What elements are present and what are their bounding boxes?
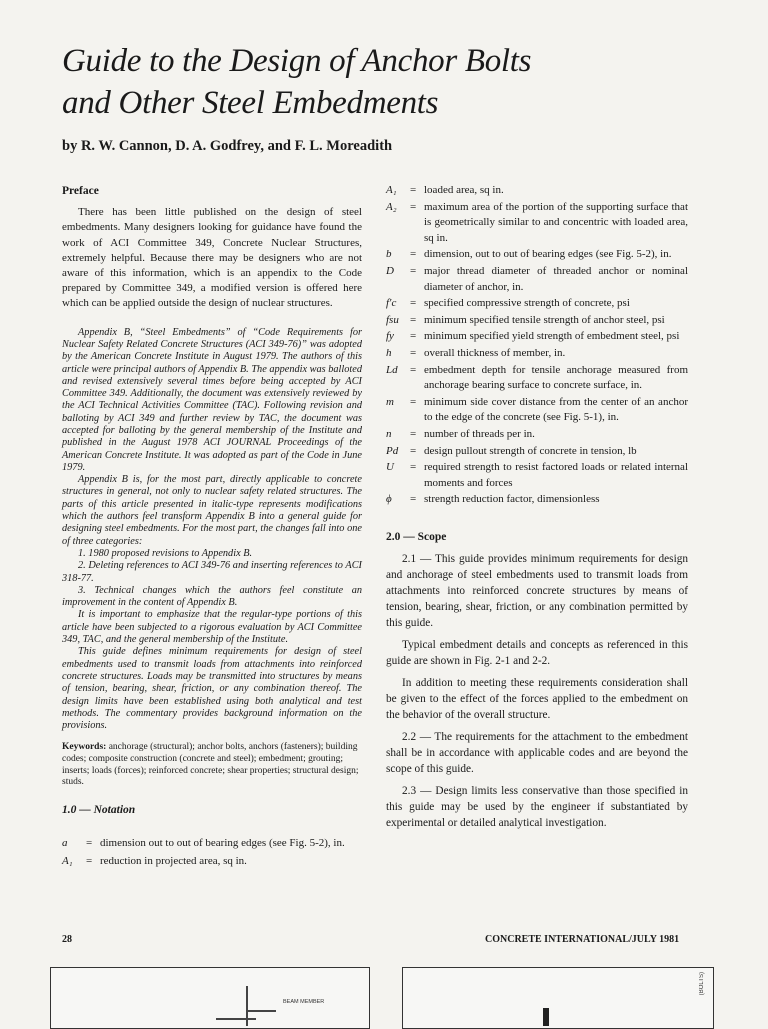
figure-line bbox=[216, 1018, 256, 1020]
notation-symbol: a bbox=[62, 837, 68, 849]
notation-definition: minimum specified tensile strength of anchor steel, psi bbox=[424, 313, 665, 326]
notation-symbol: fsu bbox=[386, 313, 399, 326]
category-2: 2. Deleting references to ACI 349-76 and inserting references to ACI 318-77. bbox=[62, 560, 362, 584]
notation-symbol: A₁ bbox=[386, 184, 397, 196]
figure-marker bbox=[543, 1008, 549, 1026]
notation-definition: design pullout strength of concrete in tension, lb bbox=[424, 444, 637, 457]
notation-item: fsu = minimum specified tensile strength of anchor steel, psi bbox=[386, 313, 688, 329]
notation-item: U = required strength to resist factored loads or related internal moments and forces bbox=[386, 460, 688, 491]
right-column bbox=[386, 183, 688, 831]
scope-2-1: 2.1 — This guide provides minimum requirements for design and anchorage of steel embedments used to transmit loads from attachments into reinforced concrete structures by means of tension, bearing, shear, friction, or any combination permitted by this guide. bbox=[386, 553, 688, 630]
italic-paragraph-1: Appendix B, “Steel Embedments” of “Code Requirements for Nuclear Safety Related Concrete Structures (ACI 349-76)” was adopted by the American Concrete Institute in August 1979. The authors of this article were principal authors of Appendix B. The appendix was balloted and revised extensively several times before being accepted by ACI Committee 349. Additionally, the document was extensively reviewed by the ACI Technical Activities Committee (TAC). Following revision and balloting by ACI 349 and further review by TAC, the document was accepted for balloting by the general membership of the Institute and published in the August 1978 ACI JOURNAL Proceedings of the American Concrete Institute. It was adopted as part of the Code in June 1979. bbox=[62, 326, 363, 473]
notation-item: A₂ = maximum area of the portion of the supporting surface that is geometrically similar to and concentric with loaded area, sq in. bbox=[386, 200, 688, 247]
notation-item: A₁ = loaded area, sq in. bbox=[386, 183, 688, 199]
notation-symbol: D bbox=[386, 264, 394, 277]
notation-item: f′c = specified compressive strength of concrete, psi bbox=[386, 296, 688, 312]
keywords bbox=[62, 742, 362, 788]
category-1: 1. 1980 proposed revisions to Appendix B. bbox=[78, 547, 253, 559]
notation-item: A₁ = reduction in projected area, sq in. bbox=[62, 854, 362, 869]
notation-item: D = major thread diameter of threaded anchor or nominal diameter of anchor, in. bbox=[386, 264, 688, 295]
left-column bbox=[62, 184, 362, 872]
notation-symbol: m bbox=[386, 395, 394, 408]
notation-symbol: b bbox=[386, 248, 392, 261]
keywords-label: Keywords: bbox=[62, 742, 107, 753]
notation-definition: minimum side cover distance from the center of an anchor to the edge of the concrete (see Fig. 5-1), in. bbox=[424, 395, 688, 424]
figure-panel-right bbox=[402, 967, 714, 1029]
scope-embedment-details: Typical embedment details and concepts as referenced in this guide are shown in Fig. 2-1 and 2-2. bbox=[386, 639, 688, 668]
notation-definition: specified compressive strength of concrete, psi bbox=[424, 297, 630, 310]
notation-definition: strength reduction factor, dimensionless bbox=[424, 493, 600, 506]
title-line-1: Guide to the Design of Anchor Bolts bbox=[62, 43, 532, 79]
notation-symbol: f′c bbox=[386, 297, 397, 310]
scope-2-3: 2.3 — Design limits less conservative than those specified in this guide may be used by the engineer if substantiated by experimental or detailed analytical investigation. bbox=[386, 785, 688, 830]
notation-definition: major thread diameter of threaded anchor or nominal diameter of anchor, in. bbox=[424, 264, 688, 293]
notation-definition: maximum area of the portion of the supporting surface that is geometrically similar to and concentric with loaded area, sq in. bbox=[424, 200, 688, 244]
notation-symbol: A₁ bbox=[62, 855, 73, 868]
notation-definition: overall thickness of member, in. bbox=[424, 346, 566, 359]
notation-definition: dimension, out to out of bearing edges (see Fig. 5-2), in. bbox=[424, 248, 672, 261]
scope-2-2: 2.2 — The requirements for the attachment to the embedment shall be in accordance with applicable codes and are beyond the scope of this guide. bbox=[386, 731, 688, 776]
preface-heading: Preface bbox=[62, 185, 99, 197]
notation-symbol: ϕ bbox=[386, 493, 392, 506]
figure-line bbox=[246, 1010, 276, 1012]
notation-item: ϕ = strength reduction factor, dimensionless bbox=[386, 492, 688, 508]
notation-item: fy = minimum specified yield strength of embedment steel, psi bbox=[386, 329, 688, 345]
notation-item: b = dimension, out to out of bearing edges (see Fig. 5-2), in. bbox=[386, 247, 688, 263]
notation-symbol: Ld bbox=[386, 363, 398, 376]
notation-list bbox=[386, 183, 688, 508]
journal-footer: CONCRETE INTERNATIONAL/JULY 1981 bbox=[485, 934, 680, 945]
notation-definition: embedment depth for tensile anchorage measured from anchorage bearing surface to concrete surface, in. bbox=[424, 363, 688, 392]
preface-paragraph: There has been little published on the design of steel embedments. Many designers looking for guidance have found the work of ACI Committee 349, Concrete Nuclear Structures, extremely helpful. Because there may be designers who are not aware of this information, which is an appendix to the Code prepared by Committee 349, a modified version is offered here which can be applied outside the design of nuclear structures. bbox=[62, 206, 362, 310]
page-number: 28 bbox=[62, 934, 72, 945]
byline: by R. W. Cannon, D. A. Godfrey, and F. L. Moreadith bbox=[62, 138, 393, 154]
notation-item: h = overall thickness of member, in. bbox=[386, 346, 688, 362]
notation-definition: loaded area, sq in. bbox=[424, 184, 504, 196]
article-title bbox=[62, 40, 722, 124]
notation-item: m = minimum side cover distance from the center of an anchor to the edge of the concrete (see Fig. 5-1), in. bbox=[386, 395, 688, 426]
notation-definition: number of threads per in. bbox=[424, 427, 535, 440]
notation-symbol: fy bbox=[386, 330, 394, 343]
notation-symbol: U bbox=[386, 461, 394, 474]
notation-item: Pd = design pullout strength of concrete in tension, lb bbox=[386, 444, 688, 460]
beam-member-label: BEAM MEMBER bbox=[283, 999, 325, 1005]
notation-definition: dimension out to out of bearing edges (see Fig. 5-2), in. bbox=[100, 837, 345, 849]
notation-item: Ld = embedment depth for tensile anchorage measured from anchorage bearing surface to concrete surface, in. bbox=[386, 363, 688, 394]
notation-definition: minimum specified yield strength of embedment steel, psi bbox=[424, 330, 680, 343]
notation-item: a = dimension out to out of bearing edges (see Fig. 5-2), in. bbox=[62, 836, 362, 851]
notation-definition: reduction in projected area, sq in. bbox=[100, 855, 247, 868]
preface-italic-block bbox=[62, 327, 362, 733]
notation-heading: 1.0 — Notation bbox=[62, 803, 136, 816]
category-3: 3. Technical changes which the authors feel constitute an improvement in the content of Appendix B. bbox=[62, 584, 362, 609]
title-line-2: and Other Steel Embedments bbox=[62, 85, 439, 121]
scope-overall-behavior: In addition to meeting these requirements consideration shall be given to the effect of the forces applied to the embedment on the behavior of the overall structure. bbox=[386, 677, 688, 722]
notation-symbol: h bbox=[386, 346, 392, 359]
bolts-label: (BOLTS) bbox=[699, 972, 705, 996]
notation-symbol: n bbox=[386, 427, 392, 440]
italic-paragraph-2: Appendix B is, for the most part, directly applicable to concrete structures in general, not only to nuclear safety related structures. The parts of this article presented in italic-type represents modifications which the authors feel transform Appendix B into a general guide for designing steel embedments. For the most part, the changes fall into one of three categories: bbox=[62, 474, 362, 547]
figure-panel-left bbox=[50, 967, 370, 1029]
notation-item: n = number of threads per in. bbox=[386, 427, 688, 443]
notation-symbol: Pd bbox=[386, 444, 399, 457]
notation-definition: required strength to resist factored loads or related internal moments and forces bbox=[424, 461, 688, 489]
italic-paragraph-3: It is important to emphasize that the regular-type portions of this article have been subjected to a rigorous evaluation by ACI Committee 349, TAC, and the general membership of the Institute. bbox=[62, 609, 362, 646]
figure-line bbox=[246, 986, 248, 1026]
notation-symbol: A₂ bbox=[386, 200, 397, 213]
keywords-text: anchorage (structural); anchor bolts, anchors (fasteners); building codes; composite construction (concrete and steel); embedment; grouting; inserts; loads (forces); reinforced concrete; shear properties; structural design; studs. bbox=[62, 742, 359, 788]
scope-heading: 2.0 — Scope bbox=[386, 530, 447, 543]
italic-paragraph-4: This guide defines minimum requirements for design of steel embedments used to transmit loads from attachments into reinforced concrete structures. Loads may be transmitted into structures by means of tension, bearing, shear, friction, or any combination thereof. The design limits have been established using both analytical and test methods. The commentary provides background information on the provisions. bbox=[62, 646, 362, 732]
